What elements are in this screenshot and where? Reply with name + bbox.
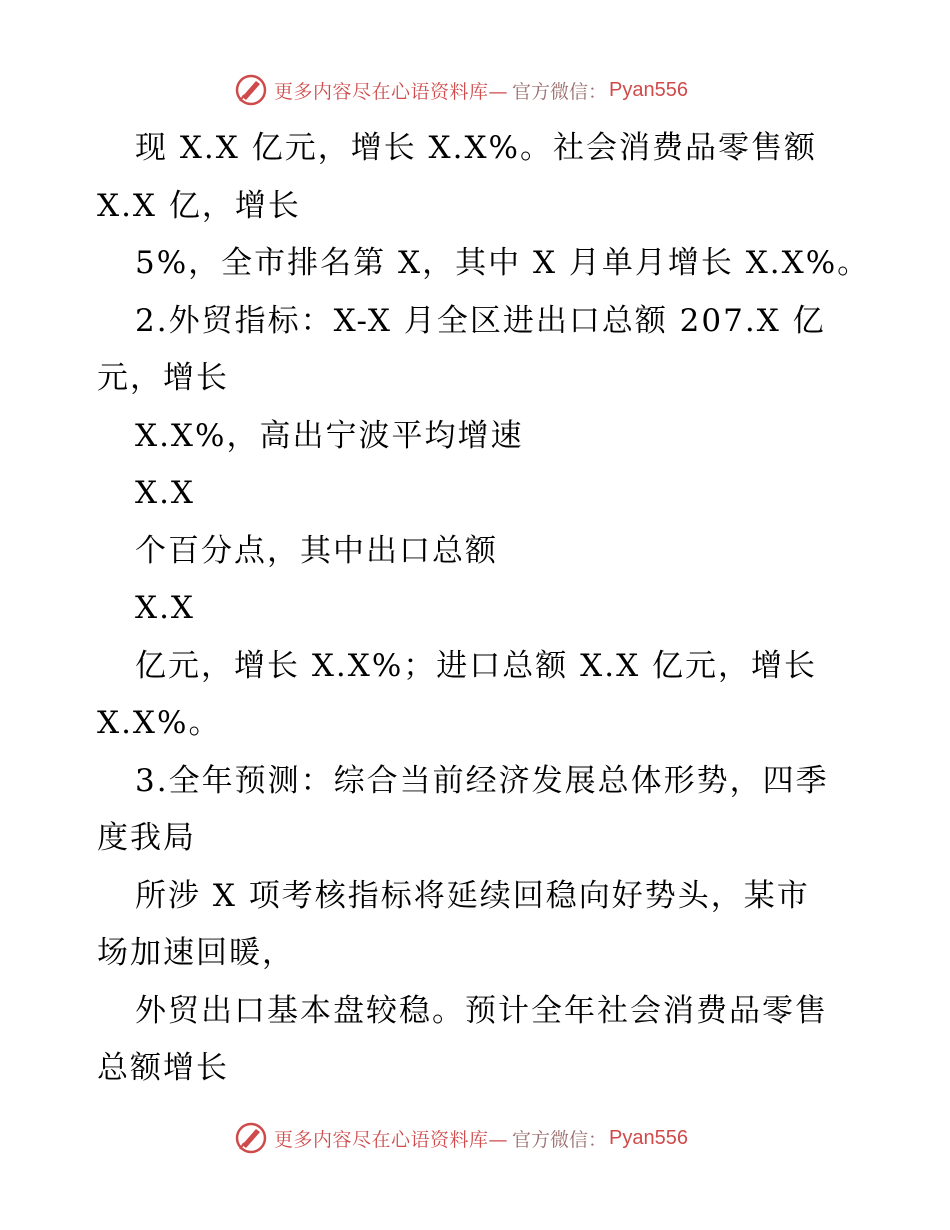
text-line: X.X — [135, 475, 195, 511]
document-body — [97, 120, 871, 1098]
text-line: 度我局 — [97, 820, 196, 856]
text-line: 现 X.X 亿元，增长 X.X%。社会消费品零售额 — [135, 130, 818, 166]
quill-seal-icon — [234, 1121, 268, 1155]
watermark-wechat-label: 官方微信： — [512, 1128, 608, 1151]
text-line: X.X%。 — [97, 705, 222, 741]
text-line: 总额增长 — [97, 1050, 229, 1086]
watermark-wechat-id: Pyan556 — [609, 1126, 688, 1149]
text-line: X.X — [135, 590, 195, 626]
text-line: 所涉 X 项考核指标将延续回稳向好势头，某市 — [135, 877, 810, 914]
watermark-text: 更多内容尽在心语资料库— — [274, 80, 509, 103]
text-line: 外贸出口基本盘较稳。预计全年社会消费品零售 — [135, 992, 828, 1029]
text-line: 2.外贸指标：X-X 月全区进出口总额 207.X 亿 — [135, 302, 826, 339]
text-line: 3.全年预测：综合当前经济发展总体形势，四季 — [135, 762, 829, 799]
text-line: 5%，全市排名第 X，其中 X 月单月增长 X.X%。 — [135, 245, 871, 281]
text-line: 个百分点，其中出口总额 — [135, 532, 498, 569]
text-line: 元，增长 — [97, 360, 229, 396]
watermark-wechat-id: Pyan556 — [609, 78, 688, 101]
text-line: 亿元，增长 X.X%；进口总额 X.X 亿元，增长 — [135, 647, 818, 684]
text-line: X.X 亿，增长 — [97, 187, 301, 224]
text-line: 场加速回暖， — [97, 935, 295, 971]
header-watermark — [234, 70, 688, 110]
text-line: X.X%，高出宁波平均增速 — [135, 417, 524, 454]
footer-watermark — [234, 1118, 688, 1158]
quill-seal-icon — [234, 73, 268, 107]
watermark-wechat-label: 官方微信： — [512, 80, 608, 103]
watermark-text: 更多内容尽在心语资料库— — [274, 1128, 509, 1151]
